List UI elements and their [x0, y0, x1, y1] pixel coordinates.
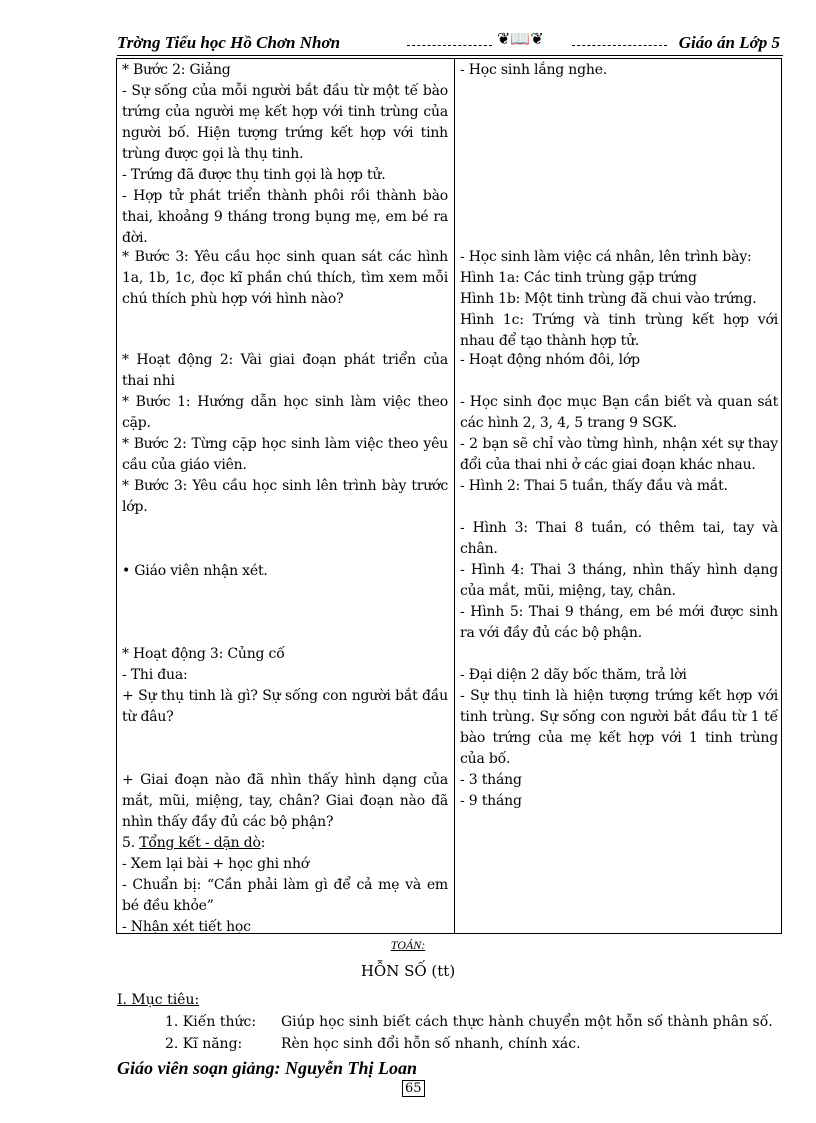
cell-text: - Hình 5: Thai 9 tháng, em bé mới được sinh ra với đầy đủ các bộ phận.	[460, 604, 778, 641]
cell-text: Hình 1c: Trứng và tinh trùng kết hợp với nhau để tạo thành hợp tử.	[460, 312, 778, 349]
step-heading: * Bước 2: Giảng	[122, 62, 231, 78]
cell-text: - Sự sống của mỗi người bắt đầu từ một tế bào trứng của người mẹ kết hợp với tinh trùng của người bố. Hiện tượng trứng kết hợp với tinh trùng được gọi là thụ tinh.	[122, 83, 448, 162]
cell-text: + Giai đoạn nào đã nhìn thấy hình dạng của mắt, mũi, miệng, tay, chân? Giai đoạn nào đã nhìn thấy đầy đủ các bộ phận?	[122, 772, 448, 830]
summary-heading: 5. Tổng kết - dặn dò:	[122, 835, 266, 851]
subject-label: TOÁN:	[390, 938, 426, 952]
objectives-heading: I. Mục tiêu:	[117, 992, 200, 1008]
cell-text: * Bước 1: Hướng dẫn học sinh làm việc theo cặp.	[122, 394, 448, 431]
objective-label: 2. Kĩ năng:	[165, 1036, 243, 1052]
table-row	[460, 247, 778, 352]
activity-heading: * Hoạt động 2: Vài giai đoạn phát triển của thai nhi	[122, 352, 448, 389]
cell-text: - Đại diện 2 dãy bốc thăm, trả lời	[460, 667, 687, 683]
cell-text: - Hình 4: Thai 3 tháng, nhìn thấy hình dạng của mắt, mũi, miệng, tay, chân.	[460, 562, 778, 599]
cell-text: - Học sinh làm việc cá nhân, lên trình bày:	[460, 249, 752, 265]
cell-text: - 3 tháng	[460, 772, 522, 788]
cell-text: Hình 1b: Một tinh trùng đã chui vào trứng.	[460, 291, 757, 307]
cell-text: - Hoạt động nhóm đôi, lớp	[460, 352, 640, 368]
cell-text: - Học sinh đọc mục Bạn cần biết và quan sát các hình 2, 3, 4, 5 trang 9 SGK.	[460, 394, 778, 431]
header-dash-left	[407, 45, 492, 46]
cell-text: + Sự thụ tinh là gì? Sự sống con người bắt đầu từ đâu?	[122, 688, 448, 725]
cell-text: * Bước 3: Yêu cầu học sinh lên trình bày trước lớp.	[122, 478, 448, 515]
table-row	[460, 665, 778, 812]
activity-heading: * Hoạt động 3: Củng cố	[122, 646, 285, 662]
cell-text: - 2 bạn sẽ chỉ vào từng hình, nhận xét sự thay đổi của thai nhi ở các giai đoạn khác nhau.	[460, 436, 778, 473]
cell-text: - Trứng đã được thụ tinh gọi là hợp tử.	[122, 167, 386, 183]
school-name: Trờng Tiểu học Hồ Chơn Nhơn	[117, 33, 341, 52]
cell-text: - Xem lại bài + học ghi nhớ	[122, 856, 310, 872]
objective-label: 1. Kiến thức:	[165, 1014, 257, 1030]
cell-text: - Học sinh lắng nghe.	[460, 62, 608, 78]
cell-text: - Hợp tử phát triển thành phôi rồi thành bào thai, khoảng 9 tháng trong bụng mẹ, em bé ra đời.	[122, 188, 448, 246]
cell-text: - Hình 2: Thai 5 tuần, thấy đầu và mắt.	[460, 478, 728, 494]
grade-label: Giáo án Lớp 5	[678, 33, 780, 52]
table-column-divider	[454, 58, 455, 934]
cell-text: - Hình 3: Thai 8 tuần, có thêm tai, tay và chân.	[460, 520, 778, 557]
header-rule	[117, 55, 783, 56]
table-row	[460, 350, 778, 644]
cell-text: - Sự thụ tinh là hiện tượng trứng kết hợp với tinh trùng. Sự sống con người bắt đầu từ 1 tế bào trứng của mẹ kết hợp với 1 tinh trùng của bố.	[460, 688, 778, 767]
cell-text: - 9 tháng	[460, 793, 522, 809]
objective-text: Giúp học sinh biết cách thực hành chuyển một hỗn số thành phân số.	[281, 1014, 773, 1030]
cell-text: Hình 1a: Các tinh trùng gặp trứng	[460, 270, 697, 286]
cell-text: * Bước 2: Từng cặp học sinh làm việc theo yêu cầu của giáo viên.	[122, 436, 448, 473]
objective-text: Rèn học sinh đổi hỗn số nhanh, chính xác.	[281, 1036, 581, 1052]
teacher-comment: • Giáo viên nhận xét.	[122, 563, 268, 579]
cell-text: - Nhận xét tiết học	[122, 919, 251, 935]
cell-text: - Thi đua:	[122, 667, 188, 683]
page-header	[117, 29, 780, 55]
book-ornament-icon: ❦📖❦	[497, 29, 544, 48]
teacher-name: Giáo viên soạn giảng: Nguyễn Thị Loan	[117, 1058, 418, 1078]
header-dash-right	[572, 45, 667, 46]
table-row	[460, 60, 778, 81]
cell-text: * Bước 3: Yêu cầu học sinh quan sát các hình 1a, 1b, 1c, đọc kĩ phần chú thích, tìm xem mỗi chú thích phù hợp với hình nào?	[122, 249, 448, 307]
lesson-title: HỖN SỐ (tt)	[360, 962, 456, 980]
table-row	[122, 644, 448, 938]
cell-text: - Chuẩn bị: “Cần phải làm gì để cả mẹ và em bé đều khỏe”	[122, 877, 448, 914]
table-row	[122, 60, 448, 249]
table-row	[122, 350, 448, 518]
page-number: 65	[402, 1080, 425, 1097]
